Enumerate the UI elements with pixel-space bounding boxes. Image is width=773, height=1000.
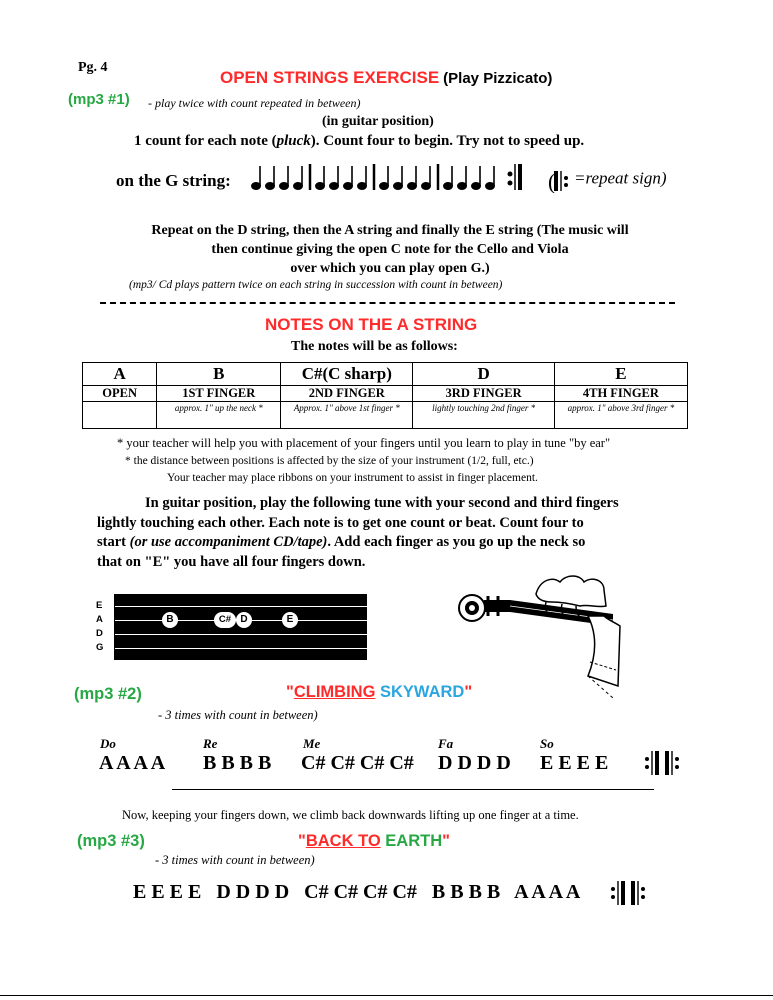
- footnote-1: * your teacher will help you with placement of your fingers until you learn to play in tune "by ear": [117, 436, 611, 450]
- marker-csharp: C#: [214, 612, 236, 628]
- string-labels: [96, 599, 103, 655]
- repeat-line-1: Repeat on the D string, then the A string and finally the E string (The music will: [151, 223, 629, 238]
- marker-d: D: [236, 612, 252, 628]
- cd-note: (mp3/ Cd plays pattern twice on each string in succession with count in between): [129, 279, 503, 291]
- para-line-1: In guitar position, play the following tune with your second and third fingers: [145, 495, 619, 511]
- finger-cell-d: 3RD FINGER: [413, 386, 554, 402]
- notes-subtitle: The notes will be as follows:: [291, 339, 458, 354]
- note-cell-e: E: [554, 363, 687, 386]
- note-group-a: A A A A: [99, 752, 166, 774]
- finger-cell-e: 4TH FINGER: [554, 386, 687, 402]
- finger-cell-b: 1ST FINGER: [157, 386, 281, 402]
- instruction-part-a: 1 count for each note (: [134, 133, 277, 149]
- title-skyward: SKYWARD: [375, 683, 465, 701]
- title-quote-open: ": [286, 683, 294, 701]
- repeat-instructions: [80, 221, 700, 278]
- mp3-label-1: (mp3 #1): [68, 91, 130, 108]
- marker-b: B: [162, 612, 178, 628]
- string-line-g: [115, 648, 367, 649]
- note-group-d: D D D D: [438, 752, 511, 774]
- quarter-note-rhythm: [250, 160, 540, 194]
- climbing-skyward-title: [286, 683, 472, 702]
- guitar-position-paragraph: [97, 494, 697, 572]
- fingerboard: [110, 594, 367, 660]
- para-3b: (or use accompaniment CD/tape): [129, 534, 328, 550]
- para-line-3: [97, 533, 697, 553]
- title-quote-close: ": [464, 683, 473, 701]
- nut-gap: [110, 594, 114, 660]
- note-group-csharp: C# C# C# C#: [301, 752, 414, 774]
- page-bottom-edge: [0, 995, 773, 996]
- repeat-sign-text: =repeat sign): [574, 168, 667, 188]
- tip-cell-d: lightly touching 2nd finger *: [413, 402, 554, 429]
- note-group-b: B B B B: [203, 752, 272, 774]
- tip-cell-csharp: Approx. 1" above 1st finger *: [281, 402, 413, 429]
- climbing-divider: [172, 789, 654, 790]
- back-to-earth-title: [298, 832, 450, 851]
- marker-e: E: [282, 612, 298, 628]
- string-label-e: E: [96, 600, 103, 611]
- note-group-e: E E E E: [540, 752, 609, 774]
- g-string-label: on the G string:: [116, 171, 231, 190]
- title-paren: (Play Pizzicato): [443, 70, 553, 87]
- svg-text:(: (: [548, 169, 556, 193]
- title-quote-open-2: ": [298, 832, 306, 850]
- title-quote-close-2: ": [442, 832, 450, 850]
- page-number: Pg. 4: [78, 60, 108, 75]
- para-line-2: lightly touching each other. Each note is to get one count or beat. Count four to: [97, 514, 584, 531]
- note-cell-d: D: [413, 363, 554, 386]
- repeat-signs-2: [609, 878, 649, 908]
- string-label-d: D: [96, 628, 103, 639]
- mp3-label-2: (mp3 #2): [74, 685, 142, 703]
- instruction-pluck: pluck: [276, 133, 311, 149]
- repeat-line-3: over which you can play open G.): [290, 261, 490, 276]
- guitar-position-note: (in guitar position): [322, 114, 434, 129]
- footnote-2: * the distance between positions is affected by the size of your instrument (1/2, full, etc.): [125, 455, 534, 467]
- para-line-4: that on "E" you have all four fingers down.: [97, 553, 366, 570]
- string-line-d: [115, 634, 367, 635]
- footnote-3: Your teacher may place ribbons on your instrument to assist in finger placement.: [167, 472, 538, 484]
- finger-cell-csharp: 2ND FINGER: [281, 386, 413, 402]
- finger-cell-a: OPEN: [83, 386, 157, 402]
- syllable-do: Do: [100, 736, 116, 751]
- mp3-label-3: (mp3 #3): [77, 832, 145, 850]
- repeat-sign-legend: [548, 167, 667, 193]
- note-cell-b: B: [157, 363, 281, 386]
- tip-cell-e: approx. 1" above 3rd finger *: [554, 402, 687, 429]
- string-label-a: A: [96, 614, 103, 625]
- a-string-notes-table: [82, 362, 688, 429]
- section-divider: [100, 302, 675, 304]
- back-to-earth-sequence: E E E E D D D D C# C# C# C# B B B B A A A A: [133, 881, 581, 903]
- string-line-e: [115, 606, 367, 607]
- back-down-intro: Now, keeping your fingers down, we climb back downwards lifting up one finger at a time.: [122, 808, 579, 822]
- syllable-fa: Fa: [438, 736, 454, 751]
- title-climbing: CLIMBING: [293, 683, 376, 701]
- title-back-to: BACK TO: [305, 832, 381, 850]
- note-cell-a: A: [83, 363, 157, 386]
- syllable-re: Re: [203, 736, 218, 751]
- fingerboard-diagram: [96, 592, 370, 662]
- syllable-me: Me: [303, 736, 321, 751]
- para-3a: start: [97, 534, 130, 550]
- count-instruction: [134, 133, 584, 150]
- tip-cell-a: [83, 402, 157, 429]
- tip-cell-b: approx. 1" up the neck *: [157, 402, 281, 429]
- hand-on-violin-illustration: [448, 566, 623, 701]
- play-twice-note: - play twice with count repeated in between): [148, 96, 361, 110]
- syllable-so: So: [540, 736, 554, 751]
- repeat-signs-1: [643, 748, 683, 778]
- start-repeat-icon: [548, 167, 574, 193]
- para-3c: . Add each finger as you go up the neck so: [327, 534, 586, 550]
- earth-count-note: - 3 times with count in between): [155, 853, 315, 867]
- climbing-count-note: - 3 times with count in between): [158, 708, 318, 722]
- string-label-g: G: [96, 642, 104, 653]
- repeat-line-2: then continue giving the open C note for the Cello and Viola: [211, 242, 569, 257]
- section-title-a-string: NOTES ON THE A STRING: [265, 315, 478, 334]
- title-main: OPEN STRINGS EXERCISE: [220, 68, 440, 87]
- title-earth: EARTH: [380, 832, 443, 850]
- section-title-open-strings: [220, 68, 552, 88]
- instruction-part-b: ). Count four to begin. Try not to speed up.: [310, 133, 585, 149]
- note-cell-csharp: C#(C sharp): [281, 363, 413, 386]
